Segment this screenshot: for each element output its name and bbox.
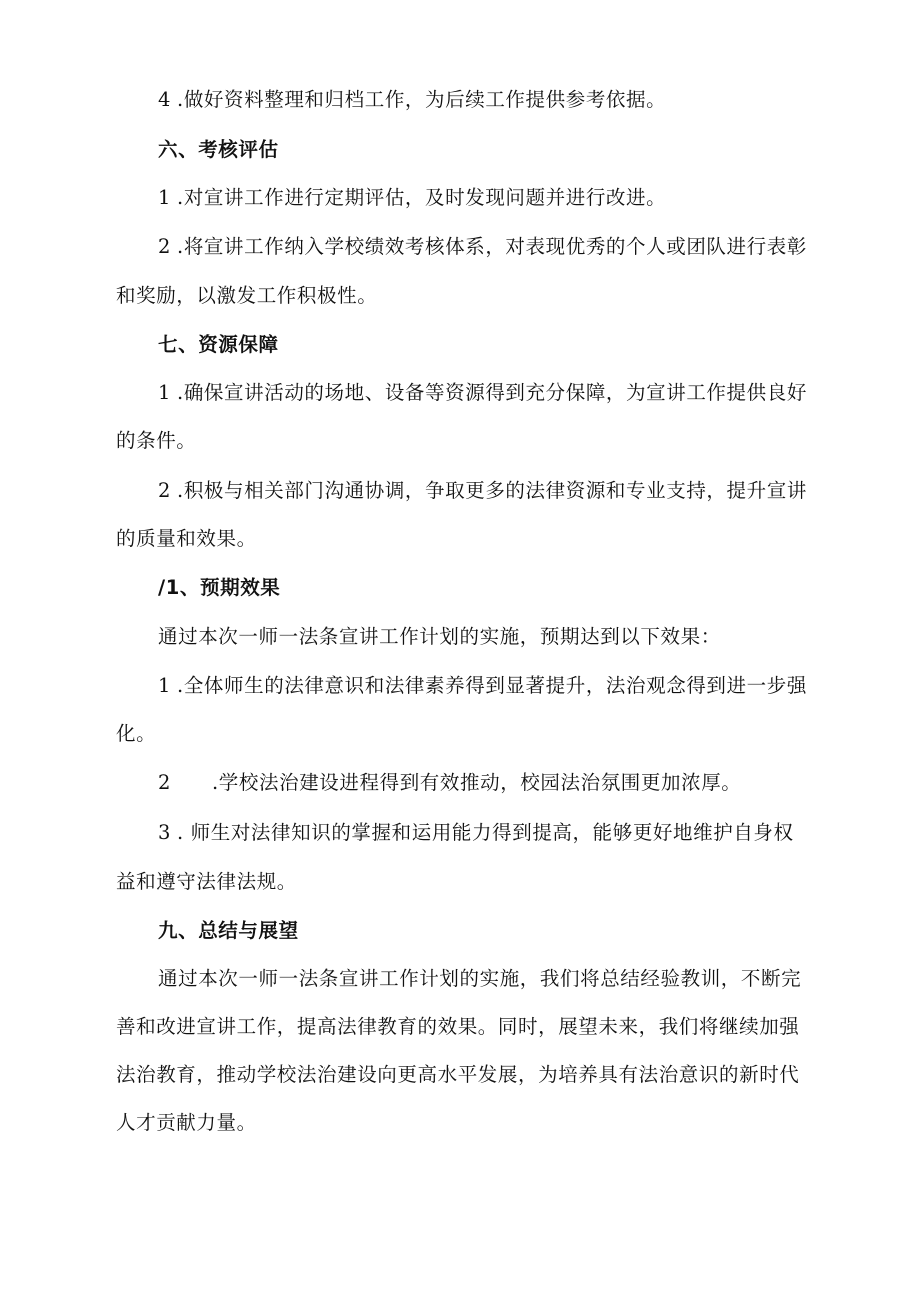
item-text: .积极与相关部门沟通协调，争取更多的法律资源和专业支持，提升宣讲 (177, 479, 807, 502)
list-item (158, 476, 807, 506)
paragraph: 通过本次一师一法条宣讲工作计划的实施，预期达到以下效果： (158, 625, 721, 648)
item-number: 3 (158, 821, 172, 844)
item-text: .对宣讲工作进行定期评估，及时发现问题并进行改进。 (177, 186, 667, 209)
paragraph-continuation: 善和改进宣讲工作，提高法律教育的效果。同时，展望未来，我们将继续加强 (116, 1015, 800, 1038)
item-number: 2 (158, 235, 172, 258)
list-item (158, 768, 741, 798)
section-heading-9: 九、总结与展望 (158, 919, 299, 942)
paragraph-continuation: 和奖励，以激发工作积极性。 (116, 284, 378, 307)
paragraph-continuation: 化。 (116, 722, 157, 745)
section-heading-7: 七、资源保障 (158, 333, 279, 356)
item-text: .将宣讲工作纳入学校绩效考核体系，对表现优秀的个人或团队进行表彰 (177, 235, 807, 258)
paragraph-continuation: 的质量和效果。 (116, 527, 257, 550)
list-item (158, 818, 794, 848)
section-heading-6: 六、考核评估 (158, 138, 279, 161)
list-item (158, 671, 807, 701)
item-number: 1 (158, 674, 172, 697)
item-number: 1 (158, 381, 172, 404)
list-item (158, 232, 807, 262)
item-number: 1 (158, 186, 172, 209)
item-text: .全体师生的法律意识和法律素养得到显著提升，法治观念得到进一步强 (177, 674, 807, 697)
item-text: . 师生对法律知识的掌握和运用能力得到提高，能够更好地维护自身权 (177, 821, 794, 844)
item-text: .学校法治建设进程得到有效推动，校园法治氛围更加浓厚。 (212, 771, 742, 794)
paragraph-continuation: 法治教育，推动学校法治建设向更高水平发展，为培养具有法治意识的新时代 (116, 1063, 800, 1086)
item-text: .确保宣讲活动的场地、设备等资源得到充分保障，为宣讲工作提供良好 (177, 381, 807, 404)
item-number: 2 (158, 479, 172, 502)
paragraph: 通过本次一师一法条宣讲工作计划的实施，我们将总结经验教训，不断完 (158, 967, 802, 990)
paragraph-continuation: 益和遵守法律法规。 (116, 870, 297, 893)
list-item (158, 85, 666, 115)
item-text: .做好资料整理和归档工作，为后续工作提供参考依据。 (177, 88, 667, 111)
item-number: 2 (158, 771, 172, 794)
paragraph-continuation: 的条件。 (116, 429, 197, 452)
list-item (158, 183, 666, 213)
item-number: 4 (158, 88, 172, 111)
section-heading-8: /1、预期效果 (158, 576, 281, 599)
paragraph-continuation: 人才贡献力量。 (116, 1111, 257, 1134)
list-item (158, 378, 807, 408)
